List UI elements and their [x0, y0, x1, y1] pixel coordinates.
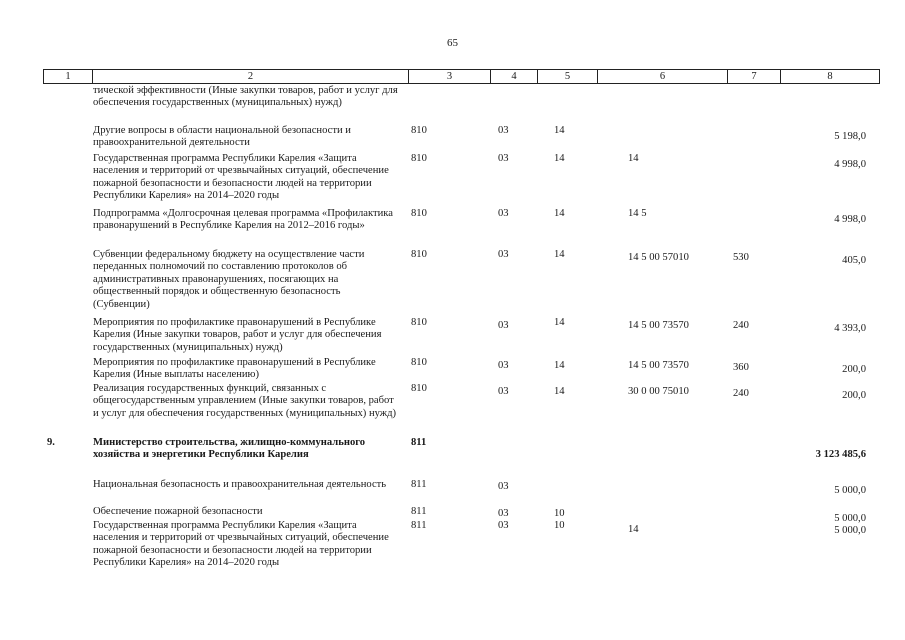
- row-amount: 5 198,0: [834, 131, 866, 142]
- row-amount: 4 998,0: [834, 159, 866, 170]
- row-section: 03: [498, 520, 509, 531]
- page-number: 65: [447, 37, 458, 49]
- row-section: 03: [498, 508, 509, 519]
- row-amount: 5 000,0: [834, 525, 866, 536]
- row-target: 14 5 00 57010: [628, 252, 689, 263]
- header-col-6: 6: [598, 70, 728, 83]
- header-col-8: 8: [827, 71, 833, 82]
- row-code: 810: [411, 125, 427, 136]
- row-code: 810: [411, 208, 427, 219]
- row-name: Национальная безопасность и правоохранительная деятельность: [93, 479, 387, 490]
- row-name: Подпрограмма «Долгосрочная целевая программа «Профилактика правонарушений в Республике Карелия на 2012–2016 годы»: [93, 208, 393, 232]
- row-target: 14 5 00 73570: [628, 360, 689, 371]
- row-target: 14 5 00 73570: [628, 320, 689, 331]
- row-section: 03: [498, 320, 509, 331]
- row-name: Субвенции федеральному бюджету на осуществление части переданных полномочий по составлению протоколов об административных правонарушениях, посягающих на общественный порядок и общественную безопасность (Субвенции): [93, 249, 365, 310]
- row-subsection: 14: [554, 386, 565, 397]
- row-subsection: 14: [554, 249, 565, 260]
- row-subsection: 14: [554, 125, 565, 136]
- row-name: Государственная программа Республики Карелия «Защита населения и территорий от чрезвычайных ситуаций, обеспечение пожарной безопасности и безопасности людей на территории Республики Карелия» на 2014–2020 годы: [93, 520, 389, 569]
- row-code: 811: [411, 479, 427, 490]
- row-subsection: 10: [554, 508, 565, 519]
- header-col-5: 5: [538, 70, 598, 83]
- row-amount: 405,0: [842, 255, 866, 266]
- row-expense: 360: [733, 362, 749, 373]
- row-name: Обеспечение пожарной безопасности: [93, 506, 263, 517]
- row-target: 14 5: [628, 208, 647, 219]
- row-subsection: 10: [554, 520, 565, 531]
- row-name: Другие вопросы в области национальной безопасности и правоохранительной деятельности: [93, 125, 351, 149]
- row-target: 14: [628, 153, 639, 164]
- row-amount: 200,0: [842, 364, 866, 375]
- row-section: 03: [498, 481, 509, 492]
- row-code: 810: [411, 249, 427, 260]
- row-amount: 5 000,0: [834, 485, 866, 496]
- row-section: 03: [498, 249, 509, 260]
- row-expense: 240: [733, 320, 749, 331]
- header-col-4: 4: [491, 70, 538, 83]
- row-code: 810: [411, 357, 427, 368]
- header-col-1: 1: [44, 70, 93, 83]
- row-amount: 200,0: [842, 390, 866, 401]
- row-name: Реализация государственных функций, связанных с общегосударственным управлением (Иные закупки товаров, работ и услуг для обеспечения государственных (муниципальных) нужд): [93, 383, 397, 419]
- header-col-3: 3: [409, 70, 491, 83]
- row-amount: 4 393,0: [834, 323, 866, 334]
- row-subsection: 14: [554, 317, 565, 328]
- row-section: 03: [498, 125, 509, 136]
- row-section: 03: [498, 208, 509, 219]
- row-amount: 5 000,0: [834, 513, 866, 524]
- row-subsection: 14: [554, 153, 565, 164]
- row-code: 810: [411, 317, 427, 328]
- row-name: Мероприятия по профилактике правонарушений в Республике Карелия (Иные закупки товаров, работ и услуг для обеспечения государственных (муниципальных) нужд): [93, 317, 382, 353]
- row-name: Государственная программа Республики Карелия «Защита населения и территорий от чрезвычайных ситуаций, обеспечение пожарной безопасности и безопасности людей на территории Республики Карелия» на 2014–2020 годы: [93, 153, 389, 202]
- row-target: 14: [628, 524, 639, 535]
- row-amount: 3 123 485,6: [815, 449, 866, 460]
- row-subsection: 14: [554, 208, 565, 219]
- row-code: 811: [411, 506, 427, 517]
- row-code: 811: [411, 520, 427, 531]
- row-expense: 530: [733, 252, 749, 263]
- row-code: 810: [411, 383, 427, 394]
- row-name: Министерство строительства, жилищно-коммунального хозяйства и энергетики Республики Карелия: [93, 437, 366, 461]
- header-col-2: 2: [93, 70, 409, 83]
- row-section: 03: [498, 360, 509, 371]
- table-header: [43, 69, 880, 84]
- row-amount: 4 998,0: [834, 214, 866, 225]
- row-number: 9.: [47, 437, 55, 448]
- row-code: 811: [411, 437, 427, 448]
- row-target: 30 0 00 75010: [628, 386, 689, 397]
- row-subsection: 14: [554, 360, 565, 371]
- row-name: тической эффективности (Иные закупки товаров, работ и услуг для обеспечения государственных (муниципальных) нужд): [93, 85, 398, 109]
- row-expense: 240: [733, 388, 749, 399]
- header-col-7: 7: [728, 70, 781, 83]
- row-code: 810: [411, 153, 427, 164]
- row-section: 03: [498, 386, 509, 397]
- row-section: 03: [498, 153, 509, 164]
- row-name: Мероприятия по профилактике правонарушений в Республике Карелия (Иные выплаты населению): [93, 357, 376, 381]
